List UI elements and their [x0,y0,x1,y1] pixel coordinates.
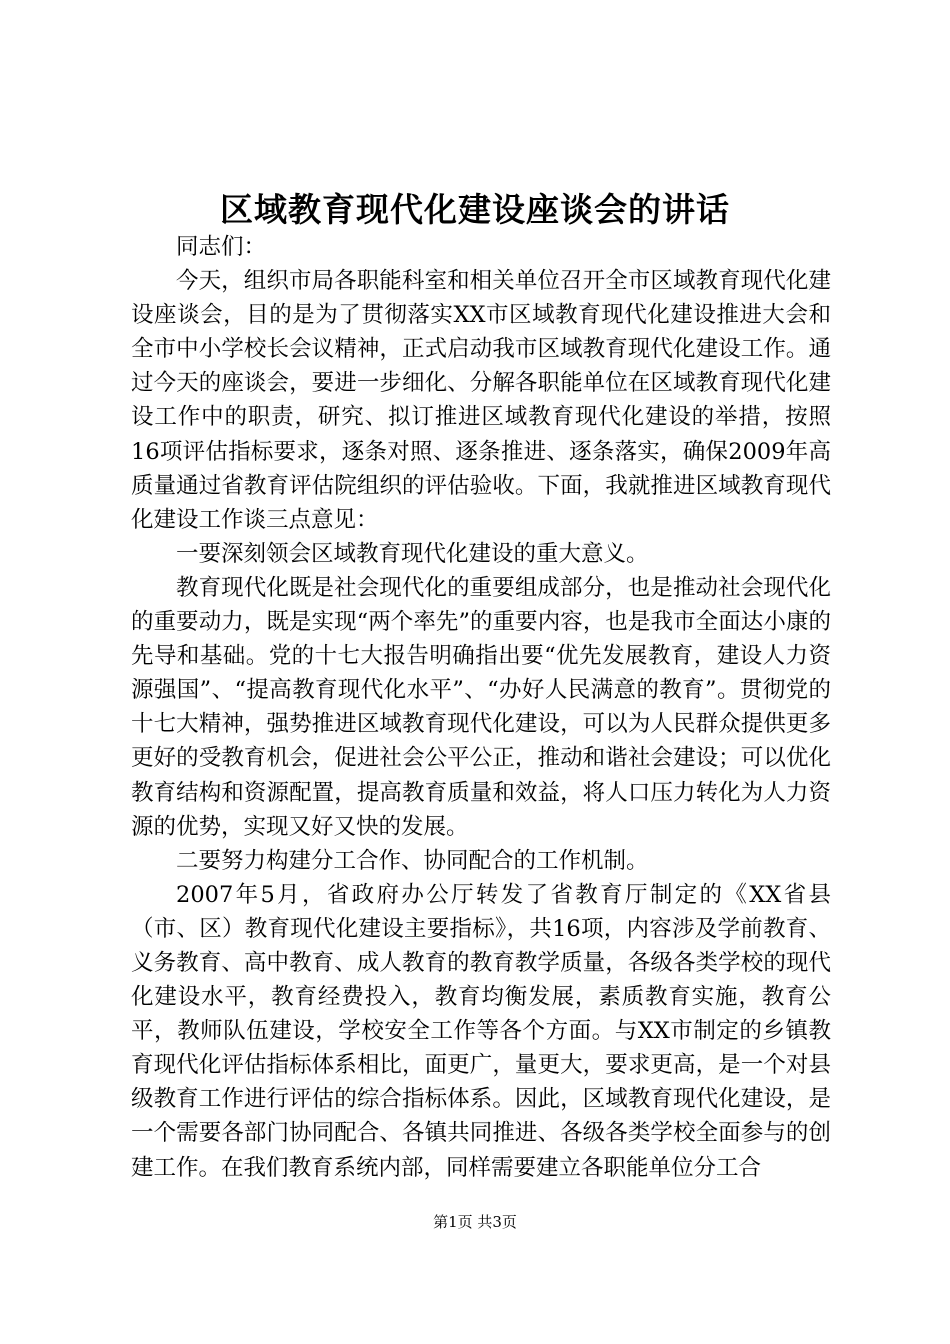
document-body [131,230,831,1185]
heading-point-one: 一要深刻领会区域教育现代化建设的重大意义。 [176,540,649,567]
paragraph-point-two: 2007年5月，省政府办公厅转发了省教育厅制定的《XX省县（市、区）教育现代化建设主要指标》，共16项，内容涉及学前教育、义务教育、高中教育、成人教育的教育教学质量，各级各类学校的现代化建设水平，教育经费投入，教育均衡发展，素质教育实施，教育公平，教师队伍建设，学校安全工作等各个方面。与XX市制定的乡镇教育现代化评估指标体系相比，面更广，量更大，要求更高，是一个对县级教育工作进行评估的综合指标体系。因此，区域教育现代化建设，是一个需要各部门协同配合、各镇共同推进、各级各类学校全面参与的创建工作。在我们教育系统内部，同样需要建立各职能单位分工合 [131,881,831,1181]
document-title: 区域教育现代化建设座谈会的讲话 [220,190,730,229]
paragraph-point-one: 教育现代化既是社会现代化的重要组成部分，也是推动社会现代化的重要动力，既是实现“两个率先”的重要内容，也是我市全面达小康的先导和基础。党的十七大报告明确指出要“优先发展教育，建设人力资源强国”、“提高教育现代化水平”、“办好人民满意的教育”。贯彻党的十七大精神，强势推进区域教育现代化建设，可以为人民群众提供更多更好的受教育机会，促进社会公平公正，推动和谐社会建设；可以优化教育结构和资源配置，提高教育质量和效益，将人口压力转化为人力资源的优势，实现又好又快的发展。 [131,574,831,840]
salutation: 同志们： [176,234,267,260]
page-number-footer: 第1页 共3页 [433,1213,517,1231]
paragraph-intro: 今天，组织市局各职能科室和相关单位召开全市区域教育现代化建设座谈会，目的是为了贯彻落实XX市区域教育现代化建设推进大会和全市中小学校长会议精神，正式启动我市区域教育现代化建设工作。通过今天的座谈会，要进一步细化、分解各职能单位在区域教育现代化建设工作中的职责，研究、拟订推进区域教育现代化建设的举措，按照16项评估指标要求，逐条对照、逐条推进、逐条落实，确保2009年高质量通过省教育评估院组织的评估验收。下面，我就推进区域教育现代化建设工作谈三点意见： [131,268,831,533]
heading-point-two: 二要努力构建分工合作、协同配合的工作机制。 [176,847,649,874]
